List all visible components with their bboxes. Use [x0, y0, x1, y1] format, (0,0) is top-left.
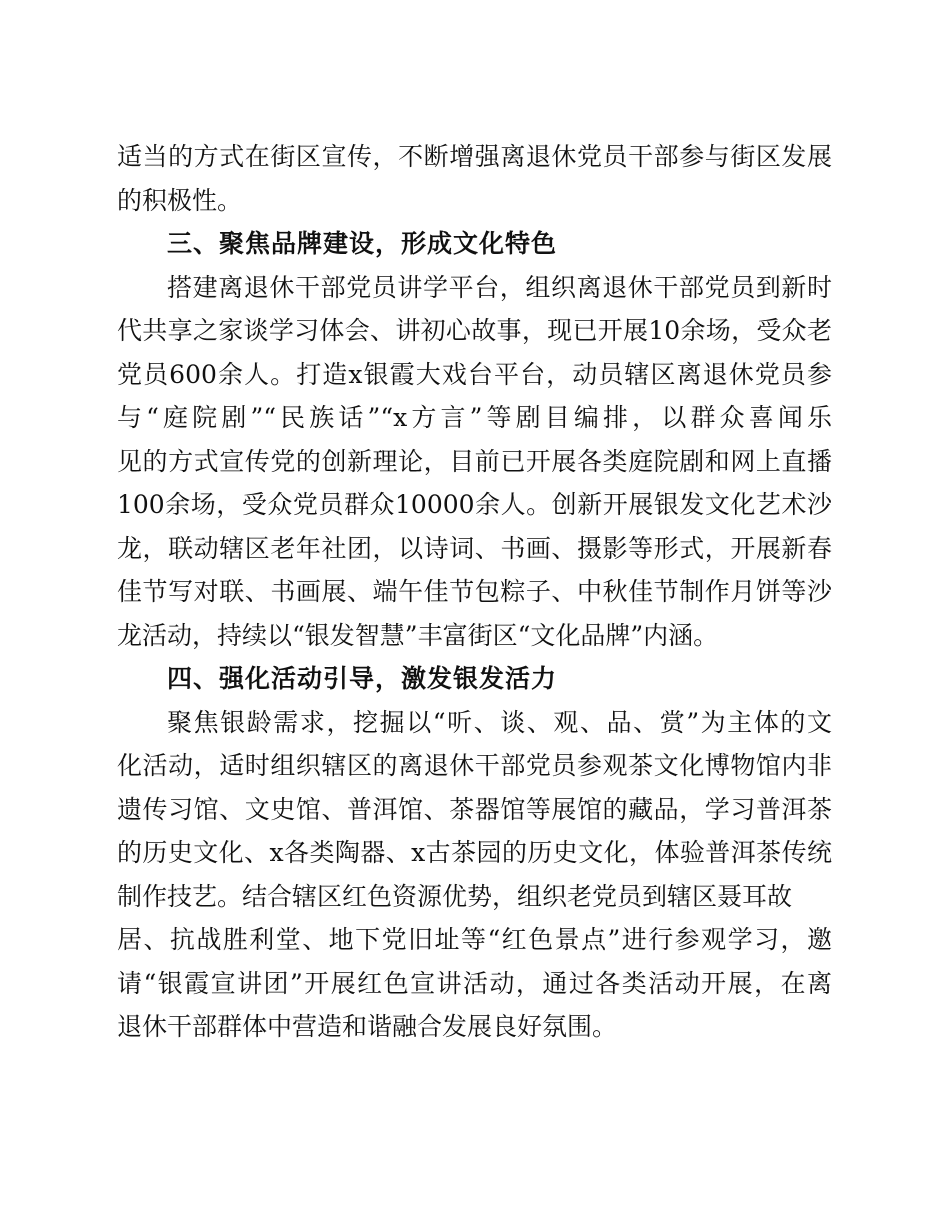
paragraph-line: 适当的方式在街区宣传，不断增强离退休党员干部参与街区发展 — [117, 142, 832, 171]
paragraph-line: 党员600余人。打造x银霞大戏台平台，动员辖区离退休党员参 — [117, 359, 832, 389]
paragraph-line: 的积极性。 — [117, 185, 243, 215]
paragraph-line: 请“银霞宣讲团”开展红色宣讲活动，通过各类活动开展，在离 — [117, 968, 832, 998]
paragraph-line: 化活动，适时组织辖区的离退休干部党员参观茶文化博物馆内非 — [117, 751, 832, 780]
paragraph-line: 制作技艺。结合辖区红色资源优势，组织老党员到辖区聂耳故 — [117, 881, 793, 911]
section-heading: 三、聚焦品牌建设，形成文化特色 — [167, 229, 558, 258]
section-heading: 四、强化活动引导，激发银发活力 — [167, 664, 558, 693]
paragraph-line: 佳节写对联、书画展、端午佳节包粽子、中秋佳节制作月饼等沙 — [117, 577, 832, 606]
paragraph-line: 100余场，受众党员群众10000余人。创新开展银发文化艺术沙 — [117, 490, 832, 519]
paragraph-line: 龙活动，持续以“银发智慧”丰富街区“文化品牌”内涵。 — [117, 620, 719, 650]
paragraph-line: 龙，联动辖区老年社团，以诗词、书画、摄影等形式，开展新春 — [117, 533, 832, 563]
paragraph-line: 遗传习馆、文史馆、普洱馆、茶器馆等展馆的藏品，学习普洱茶 — [117, 794, 832, 824]
paragraph-line: 聚焦银龄需求，挖掘以“听、谈、观、品、赏”为主体的文 — [167, 707, 832, 737]
paragraph-line: 退休干部群体中营造和谐融合发展良好氛围。 — [117, 1012, 618, 1041]
document-body — [117, 135, 832, 1049]
paragraph-line: 代共享之家谈学习体会、讲初心故事，现已开展10余场，受众老 — [117, 316, 832, 345]
paragraph-line: 见的方式宣传党的创新理论，目前已开展各类庭院剧和网上直播 — [117, 446, 832, 476]
paragraph-line: 与“庭院剧”“民族话”“x方言”等剧目编排，以群众喜闻乐 — [117, 403, 832, 432]
paragraph-line: 的历史文化、x各类陶器、x古茶园的历史文化，体验普洱茶传统 — [117, 838, 832, 867]
paragraph-line: 搭建离退休干部党员讲学平台，组织离退休干部党员到新时 — [167, 272, 832, 302]
paragraph-line: 居、抗战胜利堂、地下党旧址等“红色景点”进行参观学习，邀 — [117, 925, 832, 954]
